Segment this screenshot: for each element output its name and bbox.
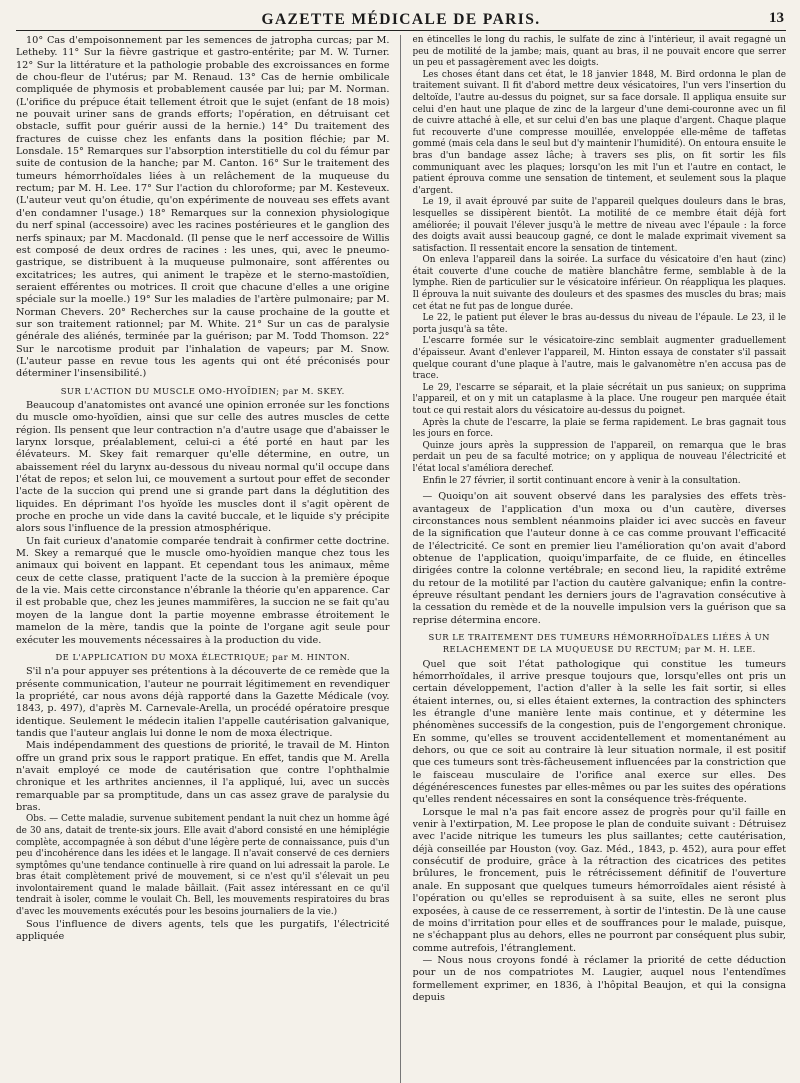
paragraph: Un fait curieux d'anatomie comparée tendrait à confirmer cette doctrine. M. Skey a remarqué que le muscle omo-hyoïdien manque chez tous les animaux qui boivent en lappant. Et cependant tous les animaux, même ceux de cette classe, pratiquent l'acte de la succion à la première époque de la vie. Mais cette circonstance n'ébranle la théorie qu'en apparence. Car il est probable que, chez les jeunes mammifères, la succion ne se fait qu'au moyen de la langue dont la partie moyenne embrasse étroitement le mamelon de la mère, tandis que la pointe de l'organe agit seule pour exécuter les mouvements nécessaires à la production du vide. xyxy=(16,535,390,646)
paragraph: Beaucoup d'anatomistes ont avancé une opinion erronée sur les fonctions du muscle omo-hyoïdien, ainsi que sur celle des autres muscles de cette région. Ils pensent que leur contraction n'a d'autre usage que d'abaisser le larynx lorsque, préalablement, celui-ci a été porté en haut par les élévateurs. M. Skey fait remarquer qu'elle détermine, en outre, un abaissement réel du larynx au-dessous du niveau normal qu'il occupe dans l'état de repos; et selon lui, ce mouvement a surtout pour effet de seconder l'acte de la succion qui prend une si grande part dans la déglutition des liquides. En déprimant l'os hyoïde les muscles dont il s'agit opèrent de proche en proche un vide dans la cavité buccale, et le liquide s'y précipite alors sous l'influence de la pression atmosphérique. xyxy=(16,399,390,535)
paragraph: Après la chute de l'escarre, la plaie se ferma rapidement. Le bras gagnait tous les jours en force. xyxy=(412,417,786,440)
section-title-moxa-electrique: DE L'APPLICATION DU MOXA ÉLECTRIQUE; par M. HINTON. xyxy=(55,651,351,662)
paragraph: Le 19, il avait éprouvé par suite de l'appareil quelques douleurs dans le bras, lesquelles se dissipèrent bientôt. La motilité de ce membre était déjà fort améliorée; il pouvait l'élever jusqu'à le mettre de niveau avec l'épaule : la force des doigts avait aussi beaucoup gagné, ce dont le malade exprimait vivement sa satisfaction. Il ressentait encore la sensation de tintement. xyxy=(412,197,786,254)
paragraph: Quinze jours après la suppression de l'appareil, on remarqua que le bras perdait un peu de sa faculté motrice; on y appliqua de nouveau l'électricité et l'état local s'améliora derechef. xyxy=(412,440,786,474)
right-column xyxy=(413,35,787,1083)
paragraph: Les choses étant dans cet état, le 18 janvier 1848, M. Bird ordonna le plan de traitement suivant. Il fit d'abord mettre deux vésicatoires, l'un vers l'insertion du deltoïde, l'autre au-dessus du poignet, sur sa face dorsale. Il appliqua ensuite sur celui d'en haut une plaque de zinc de la largeur d'une demi-couronne avec un fil de cuivre attaché à elle, et sur celui d'en bas une plaque d'argent. Chaque plaque fut recouverte d'une compresse mouillée, enveloppée elle-même de taffetas gommé (mais cela dans le seul but d'y maintenir l'humidité). On entoura ensuite le bras d'un bandage assez lâche; à travers ses plis, on fit sortir les fils communiquant avec les plaques; lorsqu'on les mit l'un et l'autre en contact, le patient éprouva comme une sensation de tintement, et seulement sous la plaque d'argent. xyxy=(412,69,786,196)
section-title-omo-hyoidien: SUR L'ACTION DU MUSCLE OMO-HYOÏDIEN; par M. SKEY. xyxy=(60,385,345,396)
paragraph: Lorsque le mal n'a pas fait encore assez de progrès pour qu'il faille en venir à l'extirpation, M. Lee propose le plan de conduite suivant : Détruisez avec l'acide nitrique les tumeurs les plus saillantes; cette cautérisation, déjà conseillée par Houston (voy. Gaz. Méd., 1843, p. 452), aura pour effet consécutif de produire, grâce à la rétraction des cicatrices des petites brûlures, le froncement, puis le rétrécissement définitif de l'ouverture anale. En supposant que quelques tumeurs hémorroïdales aient résisté à l'opération ou qu'elles se reproduisent à sa suite, elles ne seront plus exposées, à cause de ce resserrement, à sortir de l'intestin. De là une cause de moins d'irritation pour elles et de souffrances pour le malade, puisque, ne s'échappant plus au dehors, elles ne pourront par conséquent plus subir, comme autrefois, l'étranglement. xyxy=(412,806,786,954)
paragraph: Le 22, le patient put élever le bras au-dessus du niveau de l'épaule. Le 23, il le porta jusqu'à sa tête. xyxy=(412,313,786,335)
left-column xyxy=(16,35,401,1083)
paragraph: S'il n'a pour appuyer ses prétentions à la découverte de ce remède que la présente communication, l'auteur ne pourrait légitimement en revendiquer la propriété, car nous avons déjà rapporté dans la Gazette Médicale (voy. 1843, p. 497), d'après M. Carnevale-Arella, un procédé opératoire presque identique. Seulement le médecin italien l'appelle cautérisation galvanique, tandis que l'auteur anglais lui donne le nom de moxa électrique. xyxy=(16,666,390,739)
report-list-paragraph: 10° Cas d'empoisonnement par les semences de jatropha curcas; par M. Letheby. 11° Sur la fièvre gastrique et gastro-entérite; par M. W. Turner. 12° Sur la littérature et la pathologie probable des excroissances en forme de chou-fleur de l'utérus; par M. Renaud. 13° Cas de hernie ombilicale compliquée de phymosis et probablement causée par lui; par M. Norman. (L'orifice du prépuce était tellement étroit que le sujet (enfant de 18 mois) ne pouvait uriner sans de grands efforts; l'opération, en détruisant cet obstacle, suffit pour guérir aussi de la hernie.) 14° Du traitement des fractures de cuisse chez les enfants dans la position fléchie; par M. Lonsdale. 15° Remarques sur l'absorption interstitielle du col du fémur par suite de contusion de la hanche; par M. Canton. 16° Sur le traitement des tumeurs hémorrhoïdales liées à un relâchement de la muqueuse du rectum; par M. H. Lee. 17° Sur l'action du chloroforme; par M. Kesteveux. (L'auteur veut qu'on étudie, qu'on expérimente de nouveau ses effets avant d'en condamner l'usage.) 18° Remarques sur la connexion physiologique du nerf spinal (accessoire) avec les racines postérieures et le ganglion des nerfs spinaux; par M. Macdonald. (Il pense que le nerf accessoire de Willis est composé de deux ordres de racines : les unes, qui, avec le pneumo-gastrique, se distribuent à la muqueuse pulmonaire, sont afférentes ou excitatrices; les autres, qui animent le trapèze et le sterno-mastoïdien, seraient efférentes ou motrices. Il croit que chacune d'elles a une origine spéciale sur la moelle.) 19° Sur les maladies de l'artère pulmonaire; par M. Norman Chevers. 20° Recherches sur la cause prochaine de la goutte et sur son traitement rationnel; par M. White. 21° Sur un cas de paralysie générale des aliénés, terminée par la guérison; par M. Todd Thomson. 22° Sur le narcotisme produit par l'inhalation de vapeurs; par M. Snow. (L'auteur passe en revue tous les agents qui ont été préconisés pour déterminer l'insensibilité.) xyxy=(16,35,390,380)
text-columns xyxy=(16,35,786,1083)
paragraph: Sous l'influence de divers agents, tels que les purgatifs, l'électricité appliquée xyxy=(16,918,390,942)
page-number: 13 xyxy=(769,10,784,26)
paragraph: Enfin le 27 février, il sortit continuant encore à venir à la consultation. xyxy=(422,475,741,486)
section-title-tumeurs-hemorrhoidales: SUR LE TRAITEMENT DES TUMEURS HÉMORRHOÏDALES LIÉES À UN RELACHEMENT DE LA MUQUEUSE DU RECTUM; par M. H. LEE. xyxy=(428,631,771,655)
paragraph: Le 29, l'escarre se séparait, et la plaie sécrétait un pus sanieux; on supprima l'appareil, et on y mit un cataplasme à la place. Une rougeur pen marquée était tout ce qui restait alors du vésicatoire au-dessus du poignet. xyxy=(412,382,786,416)
paragraph: — Quoiqu'on ait souvent observé dans les paralysies des effets très-avantageux de l'application d'un moxa ou d'un cautère, diverses circonstances nous semblent néanmoins plaider ici avec succès en faveur de la signification que l'auteur donne à ce cas comme prouvant l'efficacité de l'électricité. Ce sont en premier lieu l'amélioration qu'on avait d'abord obtenue de l'application, quoiqu'imparfaite, de ce fluide, en étincelles dirigées contre la colonne vertébrale; en second lieu, la rapidité extrême du retour de la motilité par l'action du cautère galvanique; enfin la contre-épreuve résultant pendant les derniers jours de l'agravation consécutive à la cessation du remède et de la nouvelle impulsion vers la guérison que sa reprise détermina encore. xyxy=(412,491,786,626)
paragraph: Mais indépendamment des questions de priorité, le travail de M. Hinton offre un grand prix sous le rapport pratique. En effet, tandis que M. Arella n'avait employé ce mode de cautérisation que contre l'ophthalmie chronique et les arthrites anciennes, il l'a appliqué, lui, avec un succès remarquable par sa promptitude, dans un cas assez grave de paralysie du bras. xyxy=(16,740,390,813)
paragraph: en étincelles le long du rachis, le sulfate de zinc à l'intérieur, il avait regagné un peu de motilité de la jambe; mais, quant au bras, il ne pouvait encore que serrer un peu et passagèrement avec les doigts. xyxy=(412,35,786,69)
page-header xyxy=(16,10,786,31)
paragraph: L'escarre formée sur le vésicatoire-zinc semblait augmenter graduellement d'épaisseur. Avant d'enlever l'appareil, M. Hinton essaya de constater s'il passait quelque courant d'une plaque à l'autre, mais le galvanomètre n'en accusa pas de trace. xyxy=(412,336,786,382)
paragraph: Quel que soit l'état pathologique qui constitue les tumeurs hémorrhoïdales, il arrive presque toujours que, lorsqu'elles ont pris un certain développement, l'action d'aller à la selle les fait sortir, si elles étaient internes, ou, si elles étaient externes, la contraction des sphincters les étrangle d'une manière lente mais continue, et y détermine les phénomènes successifs de la congestion, puis de l'engorgement chronique. En somme, qu'elles se trouvent accidentellement et momentanément au dehors, ou que ce soit au contraire là leur situation normale, il est positif que ces tumeurs sont très-fâcheusement influencées par la constriction que le faisceau musculaire de l'orifice anal exerce sur elles. Des dégénérescences funestes par elles-mêmes ou par les suites des opérations qu'elles rendent nécessaires en sont la conséquence très-fréquente. xyxy=(412,658,786,806)
journal-title: GAZETTE MÉDICALE DE PARIS. xyxy=(261,11,541,28)
paragraph: On enleva l'appareil dans la soirée. La surface du vésicatoire d'en haut (zinc) était couverte d'une couche de matière blanchâtre ferme, semblable à de la lymphe. Rien de particulier sur le vésicatoire inférieur. On réappliqua les plaques. Il éprouva la nuit suivante des douleurs et des spasmes des muscles du bras; mais cet état ne fut pas de longue durée. xyxy=(412,255,786,312)
paragraph: — Nous nous croyons fondé à réclamer la priorité de cette déduction pour un de nos compatriotes M. Laugier, auquel nous l'entendîmes formellement exprimer, en 1836, à l'hôpital Beaujon, et qui la consigna depuis xyxy=(412,954,786,1003)
observation-paragraph: Obs. — Cette maladie, survenue subitement pendant la nuit chez un homme âgé de 30 ans, datait de trente-six jours. Elle avait d'abord consisté en une hémiplégie complète, accompagnée à son début d'une légère perte de connaissance, puis d'un peu d'incohérence dans les idées et le langage. Il n'avait conservé de ces derniers symptômes qu'une tendance continuelle à rire quand on lui adressait la parole. Le bras était complètement privé de mouvement, si ce n'est qu'il s'élevait un peu involontairement quand le malade bâillait. (Fait assez intéressant en ce qu'il tendrait à isoler, comme le voulait Ch. Bell, les mouvements respiratoires du bras d'avec les mouvements exécutés pour les besoins journaliers de la vie.) xyxy=(16,814,390,918)
